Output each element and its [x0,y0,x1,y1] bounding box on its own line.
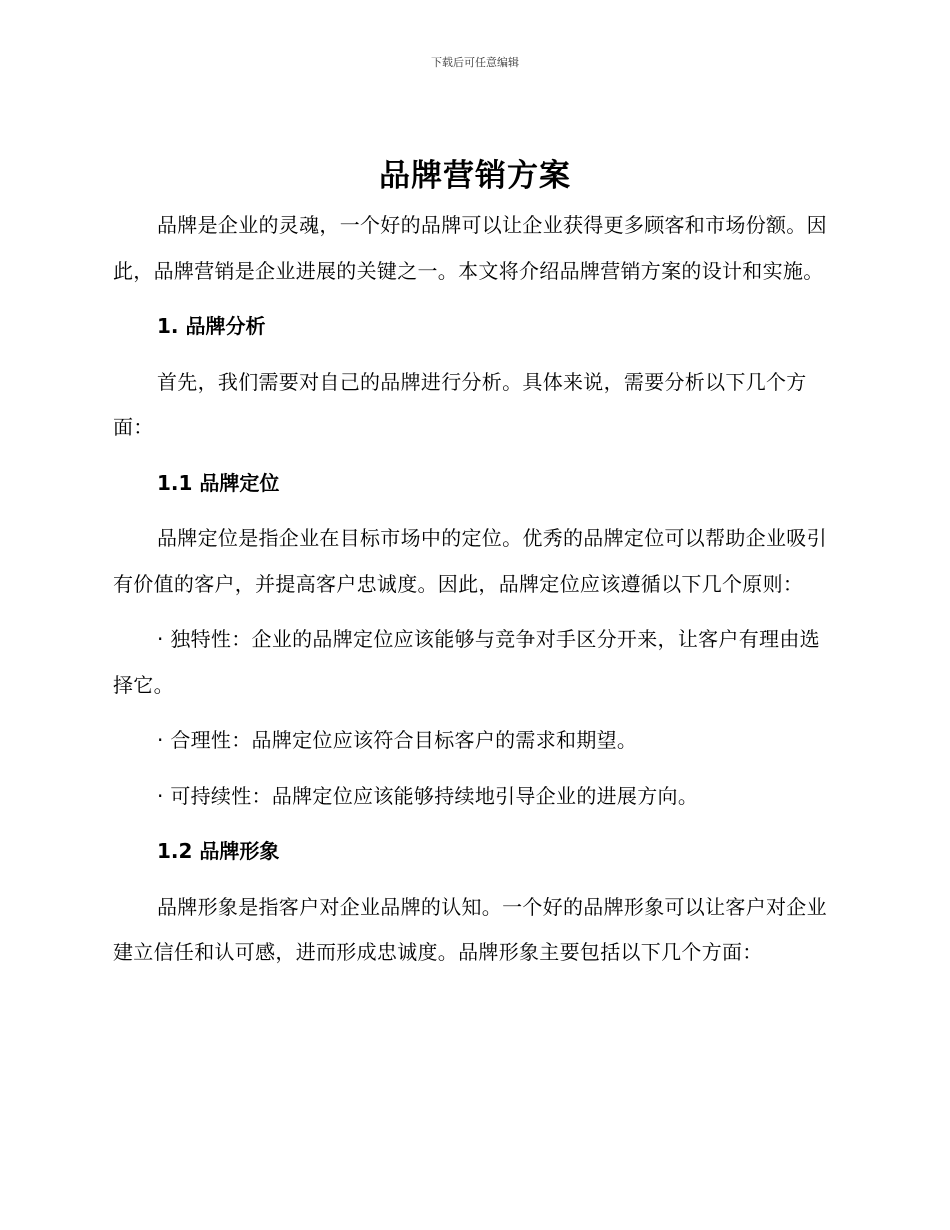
brand-image-paragraph: 品牌形象是指客户对企业品牌的认知。一个好的品牌形象可以让客户对企业建立信任和认可感，进而形成忠诚度。品牌形象主要包括以下几个方面： [113,894,827,964]
section-heading-brand-positioning: 1.1 品牌定位 [157,470,280,495]
document-title: 品牌营销方案 [379,158,571,194]
intro-paragraph: 品牌是企业的灵魂，一个好的品牌可以让企业获得更多顾客和市场份额。因此，品牌营销是企业进展的关键之一。本文将介绍品牌营销方案的设计和实施。 [113,213,827,283]
section-heading-brand-analysis: 1. 品牌分析 [157,314,266,338]
brand-analysis-paragraph: 首先，我们需要对自己的品牌进行分析。具体来说，需要分析以下几个方面： [113,369,807,439]
document-body [113,203,833,986]
header-note: 下载后可任意编辑 [431,56,519,69]
brand-positioning-paragraph: 品牌定位是指企业在目标市场中的定位。优秀的品牌定位可以帮助企业吸引有价值的客户，并提高客户忠诚度。因此，品牌定位应该遵循以下几个原则： [113,526,827,596]
bullet-item-rationality: · 合理性：品牌定位应该符合目标客户的需求和期望。 [157,728,638,752]
bullet-item-sustainability: · 可持续性：品牌定位应该能够持续地引导企业的进展方向。 [157,783,699,808]
section-heading-brand-image: 1.2 品牌形象 [157,839,280,863]
bullet-item-uniqueness: · 独特性：企业的品牌定位应该能够与竞争对手区分开来，让客户有理由选择它。 [113,627,820,697]
